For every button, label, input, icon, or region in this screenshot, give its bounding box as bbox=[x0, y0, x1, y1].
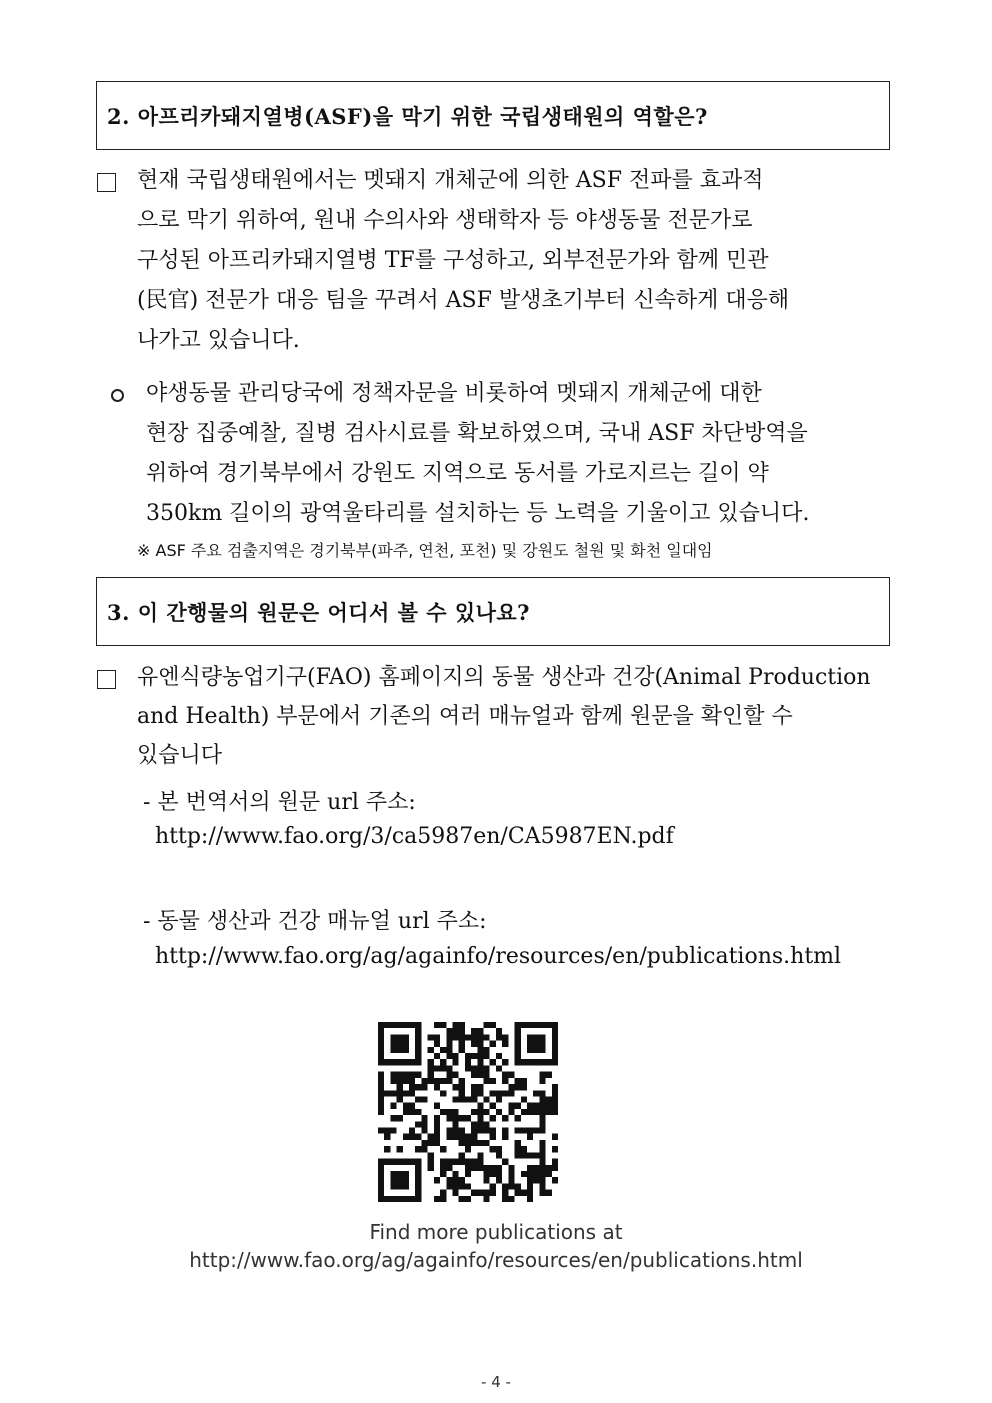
page-number: - 4 - bbox=[481, 1373, 511, 1391]
text-line: 유엔식량농업기구(FAO) 홈페이지의 동물 생산과 건강(Animal Production bbox=[137, 665, 871, 690]
text-line: and Health) 부문에서 기존의 여러 매뉴얼과 함께 원문을 확인할 수 bbox=[137, 704, 793, 729]
section2-paragraph-2 bbox=[146, 374, 896, 534]
text-line: 구성된 아프리카돼지열병 TF를 구성하고, 외부전문가와 함께 민관 bbox=[137, 248, 769, 273]
text-line: 야생동물 관리당국에 정책자문을 비롯하여 멧돼지 개체군에 대한 bbox=[146, 381, 762, 406]
text-line: 있습니다 bbox=[137, 743, 223, 768]
section3-heading-box bbox=[96, 577, 890, 646]
text-line: (民官) 전문가 대응 팀을 꾸려서 ASF 발생초기부터 신속하게 대응해 bbox=[137, 288, 790, 313]
checkbox-bullet-icon bbox=[97, 670, 116, 689]
qr-caption-line1: Find more publications at bbox=[369, 1220, 623, 1244]
section2-footnote: ※ ASF 주요 검출지역은 경기북부(파주, 연천, 포천) 및 강원도 철원 및 화천 일대임 bbox=[137, 541, 713, 560]
link2-url[interactable]: http://www.fao.org/ag/againfo/resources/en/publications.html bbox=[155, 944, 842, 969]
qr-caption-url[interactable]: http://www.fao.org/ag/againfo/resources/en/publications.html bbox=[189, 1248, 803, 1272]
section3-paragraph bbox=[137, 658, 897, 775]
text-line: 나가고 있습니다. bbox=[137, 328, 300, 353]
link1-url[interactable]: http://www.fao.org/3/ca5987en/CA5987EN.pdf bbox=[155, 824, 674, 849]
link2-label: - 동물 생산과 건강 매뉴얼 url 주소: bbox=[143, 909, 487, 934]
section2-title: 2. 아프리카돼지열병(ASF)을 막기 위한 국립생태원의 역할은? bbox=[107, 103, 708, 129]
link1-label: - 본 번역서의 원문 url 주소: bbox=[143, 790, 416, 815]
checkbox-bullet-icon bbox=[97, 173, 116, 192]
circle-bullet-icon bbox=[111, 389, 124, 402]
qr-code-icon bbox=[378, 1022, 558, 1202]
section2-paragraph-1 bbox=[137, 161, 897, 361]
text-line: 현장 집중예찰, 질병 검사시료를 확보하였으며, 국내 ASF 차단방역을 bbox=[146, 421, 808, 446]
section3-title: 3. 이 간행물의 원문은 어디서 볼 수 있나요? bbox=[107, 599, 530, 625]
text-line: 위하여 경기북부에서 강원도 지역으로 동서를 가로지르는 길이 약 bbox=[146, 461, 769, 486]
section2-heading-box bbox=[96, 81, 890, 150]
text-line: 현재 국립생태원에서는 멧돼지 개체군에 의한 ASF 전파를 효과적 bbox=[137, 168, 764, 193]
text-line: 으로 막기 위하여, 원내 수의사와 생태학자 등 야생동물 전문가로 bbox=[137, 208, 753, 233]
text-line: 350km 길이의 광역울타리를 설치하는 등 노력을 기울이고 있습니다. bbox=[146, 501, 810, 526]
